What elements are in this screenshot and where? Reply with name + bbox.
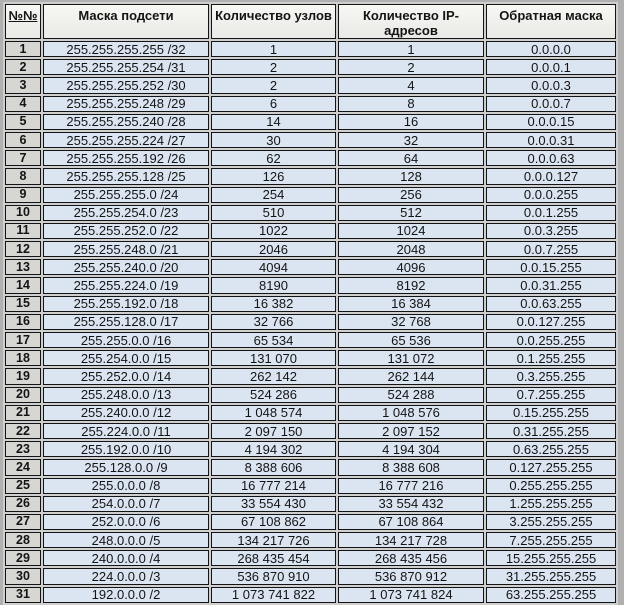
col-header-subnet-mask: Маска подсети xyxy=(43,4,209,39)
subnet-mask-cell: 252.0.0.0 /6 xyxy=(43,514,209,530)
ip-count-cell: 256 xyxy=(338,187,484,203)
row-number-cell: 11 xyxy=(5,223,41,239)
host-count-cell: 262 142 xyxy=(211,368,336,384)
row-number-cell: 8 xyxy=(5,168,41,184)
table-row xyxy=(5,223,616,239)
subnet-mask-cell: 255.254.0.0 /15 xyxy=(43,350,209,366)
wildcard-mask-cell: 0.0.255.255 xyxy=(486,332,616,348)
table-row xyxy=(5,387,616,403)
wildcard-mask-cell: 0.31.255.255 xyxy=(486,423,616,439)
row-number-cell: 3 xyxy=(5,77,41,93)
row-number-cell: 1 xyxy=(5,41,41,57)
wildcard-mask-cell: 0.255.255.255 xyxy=(486,478,616,494)
table-row xyxy=(5,478,616,494)
subnet-mask-cell: 255.255.255.254 /31 xyxy=(43,59,209,75)
subnet-mask-cell: 255.224.0.0 /11 xyxy=(43,423,209,439)
host-count-cell: 524 286 xyxy=(211,387,336,403)
ip-count-cell: 524 288 xyxy=(338,387,484,403)
host-count-cell: 30 xyxy=(211,132,336,148)
row-number-cell: 9 xyxy=(5,187,41,203)
subnet-mask-cell: 255.255.248.0 /21 xyxy=(43,241,209,257)
subnet-mask-cell: 255.255.255.248 /29 xyxy=(43,96,209,112)
ip-count-cell: 128 xyxy=(338,168,484,184)
row-number-cell: 22 xyxy=(5,423,41,439)
col-header-host-count: Количество узлов xyxy=(211,4,336,39)
wildcard-mask-cell: 3.255.255.255 xyxy=(486,514,616,530)
col-header-number-label: №№ xyxy=(8,8,38,23)
wildcard-mask-cell: 0.0.7.255 xyxy=(486,241,616,257)
subnet-mask-cell: 255.255.252.0 /22 xyxy=(43,223,209,239)
table-row xyxy=(5,368,616,384)
subnet-mask-cell: 192.0.0.0 /2 xyxy=(43,587,209,603)
subnet-mask-cell: 255.255.254.0 /23 xyxy=(43,205,209,221)
ip-count-cell: 1 xyxy=(338,41,484,57)
ip-count-cell: 67 108 864 xyxy=(338,514,484,530)
row-number-cell: 14 xyxy=(5,277,41,293)
ip-count-cell: 2 xyxy=(338,59,484,75)
table-row xyxy=(5,150,616,166)
table-row xyxy=(5,350,616,366)
wildcard-mask-cell: 0.0.0.31 xyxy=(486,132,616,148)
table-row xyxy=(5,568,616,584)
row-number-cell: 26 xyxy=(5,496,41,512)
row-number-cell: 2 xyxy=(5,59,41,75)
row-number-cell: 21 xyxy=(5,405,41,421)
host-count-cell: 1022 xyxy=(211,223,336,239)
table-row xyxy=(5,59,616,75)
table-row xyxy=(5,550,616,566)
wildcard-mask-cell: 0.0.0.127 xyxy=(486,168,616,184)
subnet-mask-cell: 255.248.0.0 /13 xyxy=(43,387,209,403)
host-count-cell: 536 870 910 xyxy=(211,568,336,584)
host-count-cell: 268 435 454 xyxy=(211,550,336,566)
table-row xyxy=(5,205,616,221)
table-row xyxy=(5,314,616,330)
wildcard-mask-cell: 0.0.31.255 xyxy=(486,277,616,293)
row-number-cell: 13 xyxy=(5,259,41,275)
row-number-cell: 7 xyxy=(5,150,41,166)
ip-count-cell: 33 554 432 xyxy=(338,496,484,512)
ip-count-cell: 65 536 xyxy=(338,332,484,348)
host-count-cell: 65 534 xyxy=(211,332,336,348)
subnet-mask-cell: 255.255.255.255 /32 xyxy=(43,41,209,57)
subnet-mask-cell: 255.255.255.240 /28 xyxy=(43,114,209,130)
subnet-mask-cell: 255.255.240.0 /20 xyxy=(43,259,209,275)
table-row xyxy=(5,496,616,512)
table-row xyxy=(5,332,616,348)
row-number-cell: 19 xyxy=(5,368,41,384)
table-row xyxy=(5,405,616,421)
ip-count-cell: 134 217 728 xyxy=(338,532,484,548)
ip-count-cell: 536 870 912 xyxy=(338,568,484,584)
row-number-cell: 4 xyxy=(5,96,41,112)
subnet-mask-cell: 255.255.0.0 /16 xyxy=(43,332,209,348)
wildcard-mask-cell: 7.255.255.255 xyxy=(486,532,616,548)
ip-count-cell: 1 073 741 824 xyxy=(338,587,484,603)
wildcard-mask-cell: 0.0.127.255 xyxy=(486,314,616,330)
ip-count-cell: 8192 xyxy=(338,277,484,293)
ip-count-cell: 4096 xyxy=(338,259,484,275)
header-row xyxy=(5,4,616,39)
row-number-cell: 24 xyxy=(5,459,41,475)
ip-count-cell: 16 384 xyxy=(338,296,484,312)
wildcard-mask-cell: 0.15.255.255 xyxy=(486,405,616,421)
host-count-cell: 2 xyxy=(211,59,336,75)
table-row xyxy=(5,96,616,112)
host-count-cell: 4 194 302 xyxy=(211,441,336,457)
subnet-mask-cell: 224.0.0.0 /3 xyxy=(43,568,209,584)
host-count-cell: 8190 xyxy=(211,277,336,293)
ip-count-cell: 16 777 216 xyxy=(338,478,484,494)
row-number-cell: 25 xyxy=(5,478,41,494)
wildcard-mask-cell: 0.0.1.255 xyxy=(486,205,616,221)
subnet-mask-cell: 255.252.0.0 /14 xyxy=(43,368,209,384)
ip-count-cell: 2 097 152 xyxy=(338,423,484,439)
subnet-mask-cell: 255.255.255.128 /25 xyxy=(43,168,209,184)
ip-count-cell: 8 xyxy=(338,96,484,112)
row-number-cell: 31 xyxy=(5,587,41,603)
subnet-mask-cell: 255.255.255.224 /27 xyxy=(43,132,209,148)
ip-count-cell: 268 435 456 xyxy=(338,550,484,566)
ip-count-cell: 16 xyxy=(338,114,484,130)
table-row xyxy=(5,241,616,257)
host-count-cell: 33 554 430 xyxy=(211,496,336,512)
row-number-cell: 27 xyxy=(5,514,41,530)
host-count-cell: 6 xyxy=(211,96,336,112)
wildcard-mask-cell: 63.255.255.255 xyxy=(486,587,616,603)
table-body xyxy=(5,41,616,603)
ip-count-cell: 2048 xyxy=(338,241,484,257)
host-count-cell: 254 xyxy=(211,187,336,203)
wildcard-mask-cell: 0.0.3.255 xyxy=(486,223,616,239)
wildcard-mask-cell: 31.255.255.255 xyxy=(486,568,616,584)
row-number-cell: 20 xyxy=(5,387,41,403)
host-count-cell: 16 382 xyxy=(211,296,336,312)
host-count-cell: 1 xyxy=(211,41,336,57)
wildcard-mask-cell: 0.0.0.0 xyxy=(486,41,616,57)
ip-count-cell: 1 048 576 xyxy=(338,405,484,421)
host-count-cell: 16 777 214 xyxy=(211,478,336,494)
subnet-mask-cell: 255.0.0.0 /8 xyxy=(43,478,209,494)
wildcard-mask-cell: 0.0.0.255 xyxy=(486,187,616,203)
col-header-wildcard-mask: Обратная маска xyxy=(486,4,616,39)
wildcard-mask-cell: 0.0.0.3 xyxy=(486,77,616,93)
row-number-cell: 29 xyxy=(5,550,41,566)
row-number-cell: 17 xyxy=(5,332,41,348)
wildcard-mask-cell: 0.0.0.1 xyxy=(486,59,616,75)
col-header-ip-count: Количество IP-адресов xyxy=(338,4,484,39)
host-count-cell: 67 108 862 xyxy=(211,514,336,530)
ip-count-cell: 131 072 xyxy=(338,350,484,366)
row-number-cell: 10 xyxy=(5,205,41,221)
row-number-cell: 5 xyxy=(5,114,41,130)
table-row xyxy=(5,423,616,439)
host-count-cell: 32 766 xyxy=(211,314,336,330)
host-count-cell: 510 xyxy=(211,205,336,221)
wildcard-mask-cell: 0.1.255.255 xyxy=(486,350,616,366)
ip-count-cell: 512 xyxy=(338,205,484,221)
host-count-cell: 62 xyxy=(211,150,336,166)
subnet-mask-cell: 255.255.255.0 /24 xyxy=(43,187,209,203)
subnet-mask-cell: 255.255.128.0 /17 xyxy=(43,314,209,330)
wildcard-mask-cell: 0.7.255.255 xyxy=(486,387,616,403)
table-header xyxy=(5,4,616,39)
wildcard-mask-cell: 0.63.255.255 xyxy=(486,441,616,457)
row-number-cell: 16 xyxy=(5,314,41,330)
table-row xyxy=(5,277,616,293)
row-number-cell: 28 xyxy=(5,532,41,548)
table-row xyxy=(5,132,616,148)
row-number-cell: 15 xyxy=(5,296,41,312)
wildcard-mask-cell: 0.127.255.255 xyxy=(486,459,616,475)
subnet-mask-cell: 248.0.0.0 /5 xyxy=(43,532,209,548)
wildcard-mask-cell: 0.0.0.15 xyxy=(486,114,616,130)
subnet-mask-cell: 255.240.0.0 /12 xyxy=(43,405,209,421)
ip-count-cell: 64 xyxy=(338,150,484,166)
table-row xyxy=(5,441,616,457)
table-row xyxy=(5,168,616,184)
host-count-cell: 4094 xyxy=(211,259,336,275)
host-count-cell: 2 xyxy=(211,77,336,93)
ip-count-cell: 32 768 xyxy=(338,314,484,330)
ip-count-cell: 8 388 608 xyxy=(338,459,484,475)
subnet-mask-cell: 255.255.192.0 /18 xyxy=(43,296,209,312)
row-number-cell: 12 xyxy=(5,241,41,257)
ip-count-cell: 4 194 304 xyxy=(338,441,484,457)
subnet-mask-cell: 255.255.224.0 /19 xyxy=(43,277,209,293)
row-number-cell: 30 xyxy=(5,568,41,584)
ip-count-cell: 262 144 xyxy=(338,368,484,384)
ip-count-cell: 4 xyxy=(338,77,484,93)
host-count-cell: 134 217 726 xyxy=(211,532,336,548)
wildcard-mask-cell: 1.255.255.255 xyxy=(486,496,616,512)
host-count-cell: 1 048 574 xyxy=(211,405,336,421)
wildcard-mask-cell: 0.0.63.255 xyxy=(486,296,616,312)
row-number-cell: 6 xyxy=(5,132,41,148)
row-number-cell: 18 xyxy=(5,350,41,366)
subnet-mask-cell: 255.255.255.252 /30 xyxy=(43,77,209,93)
table-row xyxy=(5,514,616,530)
subnet-mask-table xyxy=(3,2,618,605)
host-count-cell: 126 xyxy=(211,168,336,184)
table-row xyxy=(5,532,616,548)
ip-count-cell: 32 xyxy=(338,132,484,148)
host-count-cell: 14 xyxy=(211,114,336,130)
table-row xyxy=(5,114,616,130)
wildcard-mask-cell: 0.3.255.255 xyxy=(486,368,616,384)
table-row xyxy=(5,77,616,93)
host-count-cell: 2 097 150 xyxy=(211,423,336,439)
wildcard-mask-cell: 0.0.0.7 xyxy=(486,96,616,112)
table-row xyxy=(5,41,616,57)
table-row xyxy=(5,187,616,203)
subnet-mask-cell: 254.0.0.0 /7 xyxy=(43,496,209,512)
subnet-mask-cell: 255.192.0.0 /10 xyxy=(43,441,209,457)
host-count-cell: 2046 xyxy=(211,241,336,257)
subnet-mask-cell: 240.0.0.0 /4 xyxy=(43,550,209,566)
host-count-cell: 8 388 606 xyxy=(211,459,336,475)
col-header-number xyxy=(5,4,41,39)
subnet-mask-cell: 255.255.255.192 /26 xyxy=(43,150,209,166)
ip-count-cell: 1024 xyxy=(338,223,484,239)
table-row xyxy=(5,296,616,312)
table-row xyxy=(5,259,616,275)
table-row xyxy=(5,459,616,475)
host-count-cell: 131 070 xyxy=(211,350,336,366)
row-number-cell: 23 xyxy=(5,441,41,457)
host-count-cell: 1 073 741 822 xyxy=(211,587,336,603)
subnet-mask-cell: 255.128.0.0 /9 xyxy=(43,459,209,475)
wildcard-mask-cell: 0.0.15.255 xyxy=(486,259,616,275)
wildcard-mask-cell: 0.0.0.63 xyxy=(486,150,616,166)
table-row xyxy=(5,587,616,603)
wildcard-mask-cell: 15.255.255.255 xyxy=(486,550,616,566)
